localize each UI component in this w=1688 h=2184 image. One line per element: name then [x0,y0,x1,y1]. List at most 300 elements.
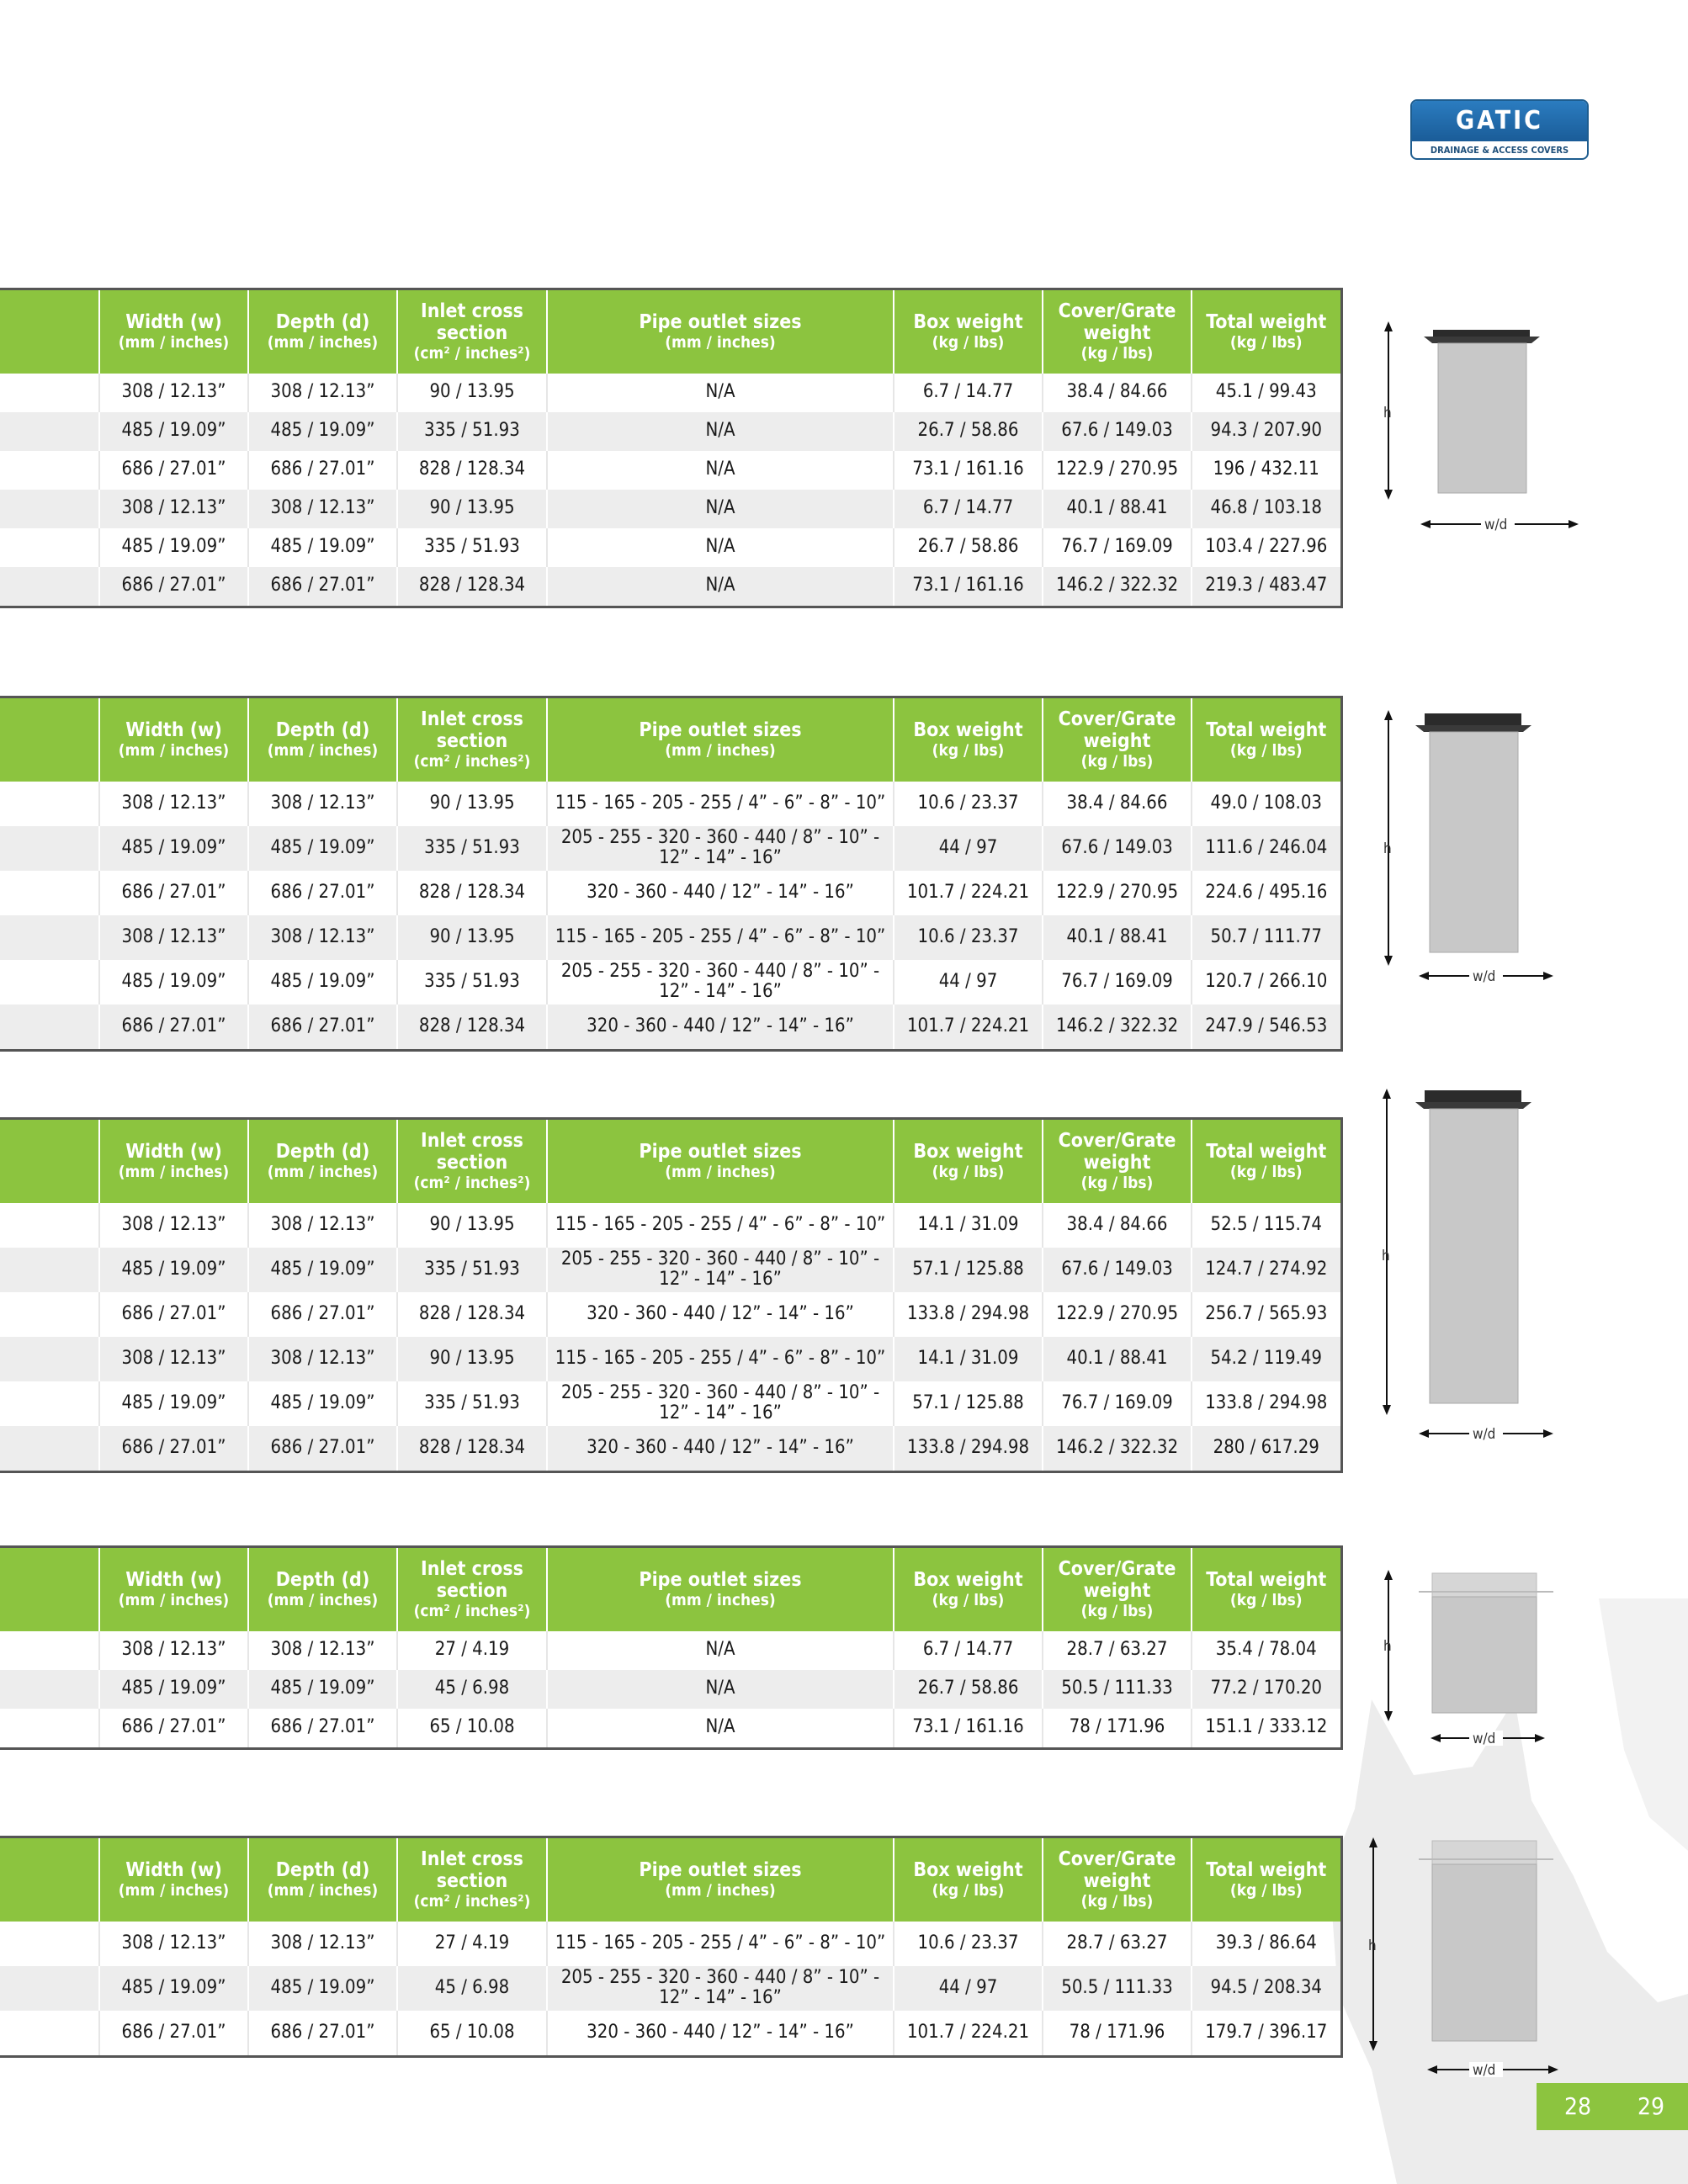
row-label-cell [0,1966,99,2011]
depth-cell: 686 / 27.01” [248,1292,397,1337]
box-weight-cell: 26.7 / 58.86 [894,1670,1043,1709]
box-weight-cell: 73.1 / 161.16 [894,567,1043,607]
header-box-weight: Box weight (kg / lbs) [894,1119,1043,1203]
height-label: h [1383,1638,1392,1655]
row-label-cell [0,1292,99,1337]
row-label-cell [0,567,99,607]
arrow-head-up-icon [1384,1570,1393,1580]
cover-weight-cell: 146.2 / 322.32 [1043,567,1192,607]
header-pipe: Pipe outlet sizes (mm / inches) [547,1119,894,1203]
arrow-head-down-icon [1384,956,1393,966]
inlet-cell: 335 / 51.93 [397,960,547,1005]
box-weight-cell: 10.6 / 23.37 [894,1922,1043,1966]
table-row [0,871,1341,915]
box-weight-cell: 26.7 / 58.86 [894,412,1043,451]
grate-frame [1433,330,1530,337]
total-weight-cell: 151.1 / 333.12 [1192,1709,1341,1749]
table-row [0,960,1341,1005]
table-header-row [0,1837,1341,1922]
depth-cell: 686 / 27.01” [248,1426,397,1472]
inlet-cell: 828 / 128.34 [397,871,547,915]
depth-cell: 686 / 27.01” [248,451,397,490]
header-width: Width (w) (mm / inches) [99,1119,248,1203]
header-total-weight: Total weight (kg / lbs) [1192,697,1341,782]
table-row [0,782,1341,826]
total-weight-cell: 94.5 / 208.34 [1192,1966,1341,2011]
pipe-outlet-cell: N/A [547,1670,894,1709]
pipe-outlet-cell: N/A [547,374,894,412]
grate-frame [1432,1573,1537,1597]
arrow-head-down-icon [1369,2041,1377,2051]
total-weight-cell: 280 / 617.29 [1192,1426,1341,1472]
width-cell: 485 / 19.09” [99,1670,248,1709]
table-header-row [0,1547,1341,1631]
inlet-cell: 90 / 13.95 [397,490,547,528]
box-weight-cell: 73.1 / 161.16 [894,1709,1043,1749]
total-weight-cell: 94.3 / 207.90 [1192,412,1341,451]
header-inlet: Inlet cross section (cm² / inches²) [397,1837,547,1922]
depth-cell: 485 / 19.09” [248,528,397,567]
spec-table-1 [0,288,1343,608]
header-width: Width (w) (mm / inches) [99,1837,248,1922]
cover-weight-cell: 122.9 / 270.95 [1043,451,1192,490]
header-cover-weight: Cover/Grate weight (kg / lbs) [1043,1837,1192,1922]
page-number-left: 28 [1537,2083,1619,2130]
cover-weight-cell: 146.2 / 322.32 [1043,1005,1192,1051]
grate-frame [1425,1090,1521,1102]
inlet-cell: 45 / 6.98 [397,1670,547,1709]
header-total-weight: Total weight (kg / lbs) [1192,1119,1341,1203]
row-label-cell [0,490,99,528]
inlet-cell: 90 / 13.95 [397,782,547,826]
width-cell: 485 / 19.09” [99,528,248,567]
inlet-cell: 90 / 13.95 [397,915,547,960]
box-body [1430,732,1518,952]
width-cell: 686 / 27.01” [99,1005,248,1051]
total-weight-cell: 49.0 / 108.03 [1192,782,1341,826]
pipe-outlet-cell: 205 - 255 - 320 - 360 - 440 / 8” - 10” - 12” - 14” - 16” [547,1381,894,1426]
inlet-cell: 335 / 51.93 [397,1381,547,1426]
row-label-cell [0,412,99,451]
row-label-cell [0,1005,99,1051]
header-total-weight: Total weight (kg / lbs) [1192,289,1341,374]
table-row [0,451,1341,490]
cover-weight-cell: 40.1 / 88.41 [1043,490,1192,528]
depth-cell: 308 / 12.13” [248,1203,397,1248]
depth-cell: 308 / 12.13” [248,915,397,960]
width-cell: 308 / 12.13” [99,782,248,826]
cover-weight-cell: 76.7 / 169.09 [1043,960,1192,1005]
total-weight-cell: 224.6 / 495.16 [1192,871,1341,915]
depth-cell: 485 / 19.09” [248,826,397,871]
depth-cell: 308 / 12.13” [248,490,397,528]
total-weight-cell: 45.1 / 99.43 [1192,374,1341,412]
row-label-cell [0,1248,99,1292]
total-weight-cell: 50.7 / 111.77 [1192,915,1341,960]
pipe-outlet-cell: 115 - 165 - 205 - 255 / 4” - 6” - 8” - 10” [547,1922,894,1966]
table-row [0,490,1341,528]
header-blank [0,1837,99,1922]
depth-cell: 485 / 19.09” [248,1381,397,1426]
inlet-cell: 335 / 51.93 [397,826,547,871]
box-weight-cell: 57.1 / 125.88 [894,1381,1043,1426]
width-cell: 308 / 12.13” [99,1922,248,1966]
table-row [0,1248,1341,1292]
pipe-outlet-cell: 115 - 165 - 205 - 255 / 4” - 6” - 8” - 10” [547,1337,894,1381]
width-cell: 308 / 12.13” [99,1203,248,1248]
arrow-head-up-icon [1383,1089,1391,1099]
table-header-row [0,289,1341,374]
header-depth: Depth (d) (mm / inches) [248,1837,397,1922]
arrow-head-down-icon [1384,490,1393,500]
header-width: Width (w) (mm / inches) [99,1547,248,1631]
total-weight-cell: 46.8 / 103.18 [1192,490,1341,528]
width-cell: 485 / 19.09” [99,412,248,451]
depth-cell: 686 / 27.01” [248,1709,397,1749]
box-weight-cell: 14.1 / 31.09 [894,1203,1043,1248]
box-weight-cell: 44 / 97 [894,826,1043,871]
pipe-outlet-cell: 320 - 360 - 440 / 12” - 14” - 16” [547,1005,894,1051]
spec-table-5 [0,1836,1343,2058]
cover-weight-cell: 122.9 / 270.95 [1043,1292,1192,1337]
arrow-head-left-icon [1431,1734,1441,1742]
width-cell: 485 / 19.09” [99,1248,248,1292]
total-weight-cell: 54.2 / 119.49 [1192,1337,1341,1381]
row-label-cell [0,960,99,1005]
total-weight-cell: 77.2 / 170.20 [1192,1670,1341,1709]
box-diagram-2 [1380,708,1582,994]
depth-cell: 686 / 27.01” [248,2011,397,2057]
table-row [0,826,1341,871]
arrow-head-up-icon [1369,1837,1377,1847]
row-label-cell [0,528,99,567]
width-cell: 308 / 12.13” [99,1631,248,1670]
table-row [0,1922,1341,1966]
pipe-outlet-cell: 115 - 165 - 205 - 255 / 4” - 6” - 8” - 10” [547,782,894,826]
total-weight-cell: 120.7 / 266.10 [1192,960,1341,1005]
box-weight-cell: 101.7 / 224.21 [894,1005,1043,1051]
width-cell: 308 / 12.13” [99,374,248,412]
cover-weight-cell: 78 / 171.96 [1043,1709,1192,1749]
total-weight-cell: 35.4 / 78.04 [1192,1631,1341,1670]
inlet-cell: 335 / 51.93 [397,528,547,567]
header-inlet: Inlet cross section (cm² / inches²) [397,1547,547,1631]
pipe-outlet-cell: 205 - 255 - 320 - 360 - 440 / 8” - 10” - 12” - 14” - 16” [547,1966,894,2011]
row-label-cell [0,1631,99,1670]
box-weight-cell: 101.7 / 224.21 [894,871,1043,915]
inlet-cell: 828 / 128.34 [397,1426,547,1472]
total-weight-cell: 179.7 / 396.17 [1192,2011,1341,2057]
width-cell: 485 / 19.09” [99,1966,248,2011]
table-row [0,2011,1341,2057]
box-body [1432,1597,1537,1713]
cover-weight-cell: 38.4 / 84.66 [1043,374,1192,412]
header-total-weight: Total weight (kg / lbs) [1192,1547,1341,1631]
width-label: w/d [1473,968,1496,985]
header-cover-weight: Cover/Grate weight (kg / lbs) [1043,289,1192,374]
width-cell: 686 / 27.01” [99,1292,248,1337]
row-label-cell [0,1381,99,1426]
box-weight-cell: 14.1 / 31.09 [894,1337,1043,1381]
inlet-cell: 828 / 128.34 [397,1292,547,1337]
table-row [0,1381,1341,1426]
header-pipe: Pipe outlet sizes (mm / inches) [547,697,894,782]
cover-weight-cell: 76.7 / 169.09 [1043,528,1192,567]
box-weight-cell: 73.1 / 161.16 [894,451,1043,490]
cover-weight-cell: 40.1 / 88.41 [1043,915,1192,960]
box-diagram-4 [1372,1566,1582,1752]
arrow-head-left-icon [1427,2065,1437,2074]
grate-frame [1432,1841,1537,1864]
box-body [1432,1864,1537,2041]
pipe-outlet-cell: 205 - 255 - 320 - 360 - 440 / 8” - 10” - 12” - 14” - 16” [547,826,894,871]
total-weight-cell: 111.6 / 246.04 [1192,826,1341,871]
box-weight-cell: 133.8 / 294.98 [894,1426,1043,1472]
spec-table-3 [0,1117,1343,1473]
cover-weight-cell: 122.9 / 270.95 [1043,871,1192,915]
width-label: w/d [1484,517,1508,533]
total-weight-cell: 39.3 / 86.64 [1192,1922,1341,1966]
row-label-cell [0,2011,99,2057]
arrow-head-left-icon [1419,972,1429,980]
inlet-cell: 828 / 128.34 [397,1005,547,1051]
row-label-cell [0,451,99,490]
header-depth: Depth (d) (mm / inches) [248,1547,397,1631]
height-label: h [1368,1938,1377,1954]
table-row [0,1670,1341,1709]
table-row [0,528,1341,567]
cover-weight-cell: 67.6 / 149.03 [1043,412,1192,451]
gatic-logo [1410,99,1589,160]
table-row [0,374,1341,412]
width-label: w/d [1473,1426,1496,1443]
header-inlet: Inlet cross section (cm² / inches²) [397,1119,547,1203]
table-row [0,1631,1341,1670]
depth-cell: 308 / 12.13” [248,1337,397,1381]
header-cover-weight: Cover/Grate weight (kg / lbs) [1043,697,1192,782]
box-body [1430,1109,1518,1403]
pipe-outlet-cell: 320 - 360 - 440 / 12” - 14” - 16” [547,871,894,915]
cover-weight-cell: 67.6 / 149.03 [1043,1248,1192,1292]
row-label-cell [0,1670,99,1709]
box-weight-cell: 26.7 / 58.86 [894,528,1043,567]
header-inlet: Inlet cross section (cm² / inches²) [397,289,547,374]
pipe-outlet-cell: N/A [547,567,894,607]
header-width: Width (w) (mm / inches) [99,697,248,782]
width-cell: 686 / 27.01” [99,2011,248,2057]
table-row [0,1426,1341,1472]
header-width: Width (w) (mm / inches) [99,289,248,374]
total-weight-cell: 247.9 / 546.53 [1192,1005,1341,1051]
box-weight-cell: 6.7 / 14.77 [894,374,1043,412]
inlet-cell: 90 / 13.95 [397,1203,547,1248]
inlet-cell: 335 / 51.93 [397,1248,547,1292]
height-label: h [1382,1248,1390,1264]
width-cell: 308 / 12.13” [99,1337,248,1381]
width-cell: 308 / 12.13” [99,490,248,528]
table-row [0,1292,1341,1337]
inlet-cell: 90 / 13.95 [397,1337,547,1381]
table-row [0,412,1341,451]
total-weight-cell: 256.7 / 565.93 [1192,1292,1341,1337]
width-label: w/d [1473,1731,1496,1747]
pipe-outlet-cell: N/A [547,1631,894,1670]
header-box-weight: Box weight (kg / lbs) [894,289,1043,374]
row-label-cell [0,915,99,960]
cover-weight-cell: 40.1 / 88.41 [1043,1337,1192,1381]
row-label-cell [0,826,99,871]
depth-cell: 686 / 27.01” [248,567,397,607]
depth-cell: 485 / 19.09” [248,960,397,1005]
arrow-head-down-icon [1384,1711,1393,1721]
box-weight-cell: 57.1 / 125.88 [894,1248,1043,1292]
total-weight-cell: 196 / 432.11 [1192,451,1341,490]
inlet-cell: 65 / 10.08 [397,1709,547,1749]
depth-cell: 308 / 12.13” [248,782,397,826]
box-weight-cell: 44 / 97 [894,960,1043,1005]
cover-weight-cell: 76.7 / 169.09 [1043,1381,1192,1426]
cover-weight-cell: 50.5 / 111.33 [1043,1670,1192,1709]
inlet-cell: 828 / 128.34 [397,567,547,607]
width-cell: 686 / 27.01” [99,871,248,915]
cover-weight-cell: 28.7 / 63.27 [1043,1922,1192,1966]
spec-table-4 [0,1545,1343,1750]
logo-wordmark: GATIC [1412,101,1587,141]
header-blank [0,697,99,782]
cover-weight-cell: 146.2 / 322.32 [1043,1426,1192,1472]
row-label-cell [0,871,99,915]
cover-weight-cell: 38.4 / 84.66 [1043,782,1192,826]
arrow-head-down-icon [1383,1405,1391,1415]
arrow-head-up-icon [1384,321,1393,331]
row-label-cell [0,1709,99,1749]
cover-weight-cell: 50.5 / 111.33 [1043,1966,1192,2011]
table-header-row [0,697,1341,782]
depth-cell: 485 / 19.09” [248,1966,397,2011]
pipe-outlet-cell: N/A [547,412,894,451]
total-weight-cell: 124.7 / 274.92 [1192,1248,1341,1292]
cover-weight-cell: 28.7 / 63.27 [1043,1631,1192,1670]
header-box-weight: Box weight (kg / lbs) [894,1837,1043,1922]
row-label-cell [0,1922,99,1966]
logo-tagline: DRAINAGE & ACCESS COVERS [1430,145,1569,156]
inlet-cell: 27 / 4.19 [397,1631,547,1670]
header-cover-weight: Cover/Grate weight (kg / lbs) [1043,1119,1192,1203]
depth-cell: 308 / 12.13” [248,1631,397,1670]
box-weight-cell: 101.7 / 224.21 [894,2011,1043,2057]
pipe-outlet-cell: 115 - 165 - 205 - 255 / 4” - 6” - 8” - 10” [547,1203,894,1248]
box-body [1438,343,1526,493]
box-weight-cell: 133.8 / 294.98 [894,1292,1043,1337]
table-row [0,1709,1341,1749]
depth-cell: 308 / 12.13” [248,374,397,412]
table-row [0,1005,1341,1051]
width-cell: 686 / 27.01” [99,1426,248,1472]
row-label-cell [0,1203,99,1248]
page-number-right: 29 [1614,2083,1688,2130]
row-label-cell [0,1426,99,1472]
pipe-outlet-cell: 320 - 360 - 440 / 12” - 14” - 16” [547,1426,894,1472]
width-cell: 308 / 12.13” [99,915,248,960]
depth-cell: 686 / 27.01” [248,871,397,915]
header-cover-weight: Cover/Grate weight (kg / lbs) [1043,1547,1192,1631]
inlet-cell: 335 / 51.93 [397,412,547,451]
table-row [0,1337,1341,1381]
depth-cell: 485 / 19.09” [248,1670,397,1709]
arrow-head-up-icon [1384,710,1393,720]
width-cell: 485 / 19.09” [99,960,248,1005]
pipe-outlet-cell: 115 - 165 - 205 - 255 / 4” - 6” - 8” - 10” [547,915,894,960]
box-weight-cell: 10.6 / 23.37 [894,782,1043,826]
grate-frame [1425,713,1521,725]
arrow-head-left-icon [1420,520,1431,528]
table-header-row [0,1119,1341,1203]
box-weight-cell: 6.7 / 14.77 [894,1631,1043,1670]
total-weight-cell: 133.8 / 294.98 [1192,1381,1341,1426]
box-weight-cell: 10.6 / 23.37 [894,915,1043,960]
table-row [0,567,1341,607]
header-depth: Depth (d) (mm / inches) [248,1119,397,1203]
cover-weight-cell: 78 / 171.96 [1043,2011,1192,2057]
pipe-outlet-cell: 320 - 360 - 440 / 12” - 14” - 16” [547,1292,894,1337]
total-weight-cell: 219.3 / 483.47 [1192,567,1341,607]
width-cell: 686 / 27.01” [99,451,248,490]
inlet-cell: 45 / 6.98 [397,1966,547,2011]
cover-weight-cell: 38.4 / 84.66 [1043,1203,1192,1248]
table-row [0,1203,1341,1248]
header-box-weight: Box weight (kg / lbs) [894,697,1043,782]
pipe-outlet-cell: N/A [547,451,894,490]
header-pipe: Pipe outlet sizes (mm / inches) [547,1837,894,1922]
header-inlet: Inlet cross section (cm² / inches²) [397,697,547,782]
row-label-cell [0,374,99,412]
height-label: h [1383,405,1392,421]
inlet-cell: 828 / 128.34 [397,451,547,490]
total-weight-cell: 103.4 / 227.96 [1192,528,1341,567]
box-diagram-1 [1380,318,1582,537]
arrow-head-right-icon [1535,1734,1545,1742]
width-cell: 686 / 27.01” [99,567,248,607]
pipe-outlet-cell: 205 - 255 - 320 - 360 - 440 / 8” - 10” - 12” - 14” - 16” [547,960,894,1005]
cover-weight-cell: 67.6 / 149.03 [1043,826,1192,871]
depth-cell: 686 / 27.01” [248,1005,397,1051]
width-label: w/d [1473,2062,1496,2078]
grate-lip [1415,1102,1531,1109]
width-cell: 485 / 19.09” [99,1381,248,1426]
box-weight-cell: 6.7 / 14.77 [894,490,1043,528]
header-blank [0,289,99,374]
header-blank [0,1119,99,1203]
row-label-cell [0,1337,99,1381]
total-weight-cell: 52.5 / 115.74 [1192,1203,1341,1248]
grate-lip [1415,725,1531,732]
pipe-outlet-cell: 205 - 255 - 320 - 360 - 440 / 8” - 10” - 12” - 14” - 16” [547,1248,894,1292]
arrow-head-right-icon [1569,520,1579,528]
depth-cell: 485 / 19.09” [248,412,397,451]
table-row [0,1966,1341,2011]
depth-cell: 485 / 19.09” [248,1248,397,1292]
arrow-head-right-icon [1543,1429,1553,1438]
inlet-cell: 27 / 4.19 [397,1922,547,1966]
spec-table-2 [0,696,1343,1052]
inlet-cell: 65 / 10.08 [397,2011,547,2057]
header-pipe: Pipe outlet sizes (mm / inches) [547,289,894,374]
height-label: h [1383,840,1392,857]
width-cell: 485 / 19.09” [99,826,248,871]
header-blank [0,1547,99,1631]
header-depth: Depth (d) (mm / inches) [248,289,397,374]
arrow-head-left-icon [1419,1429,1429,1438]
